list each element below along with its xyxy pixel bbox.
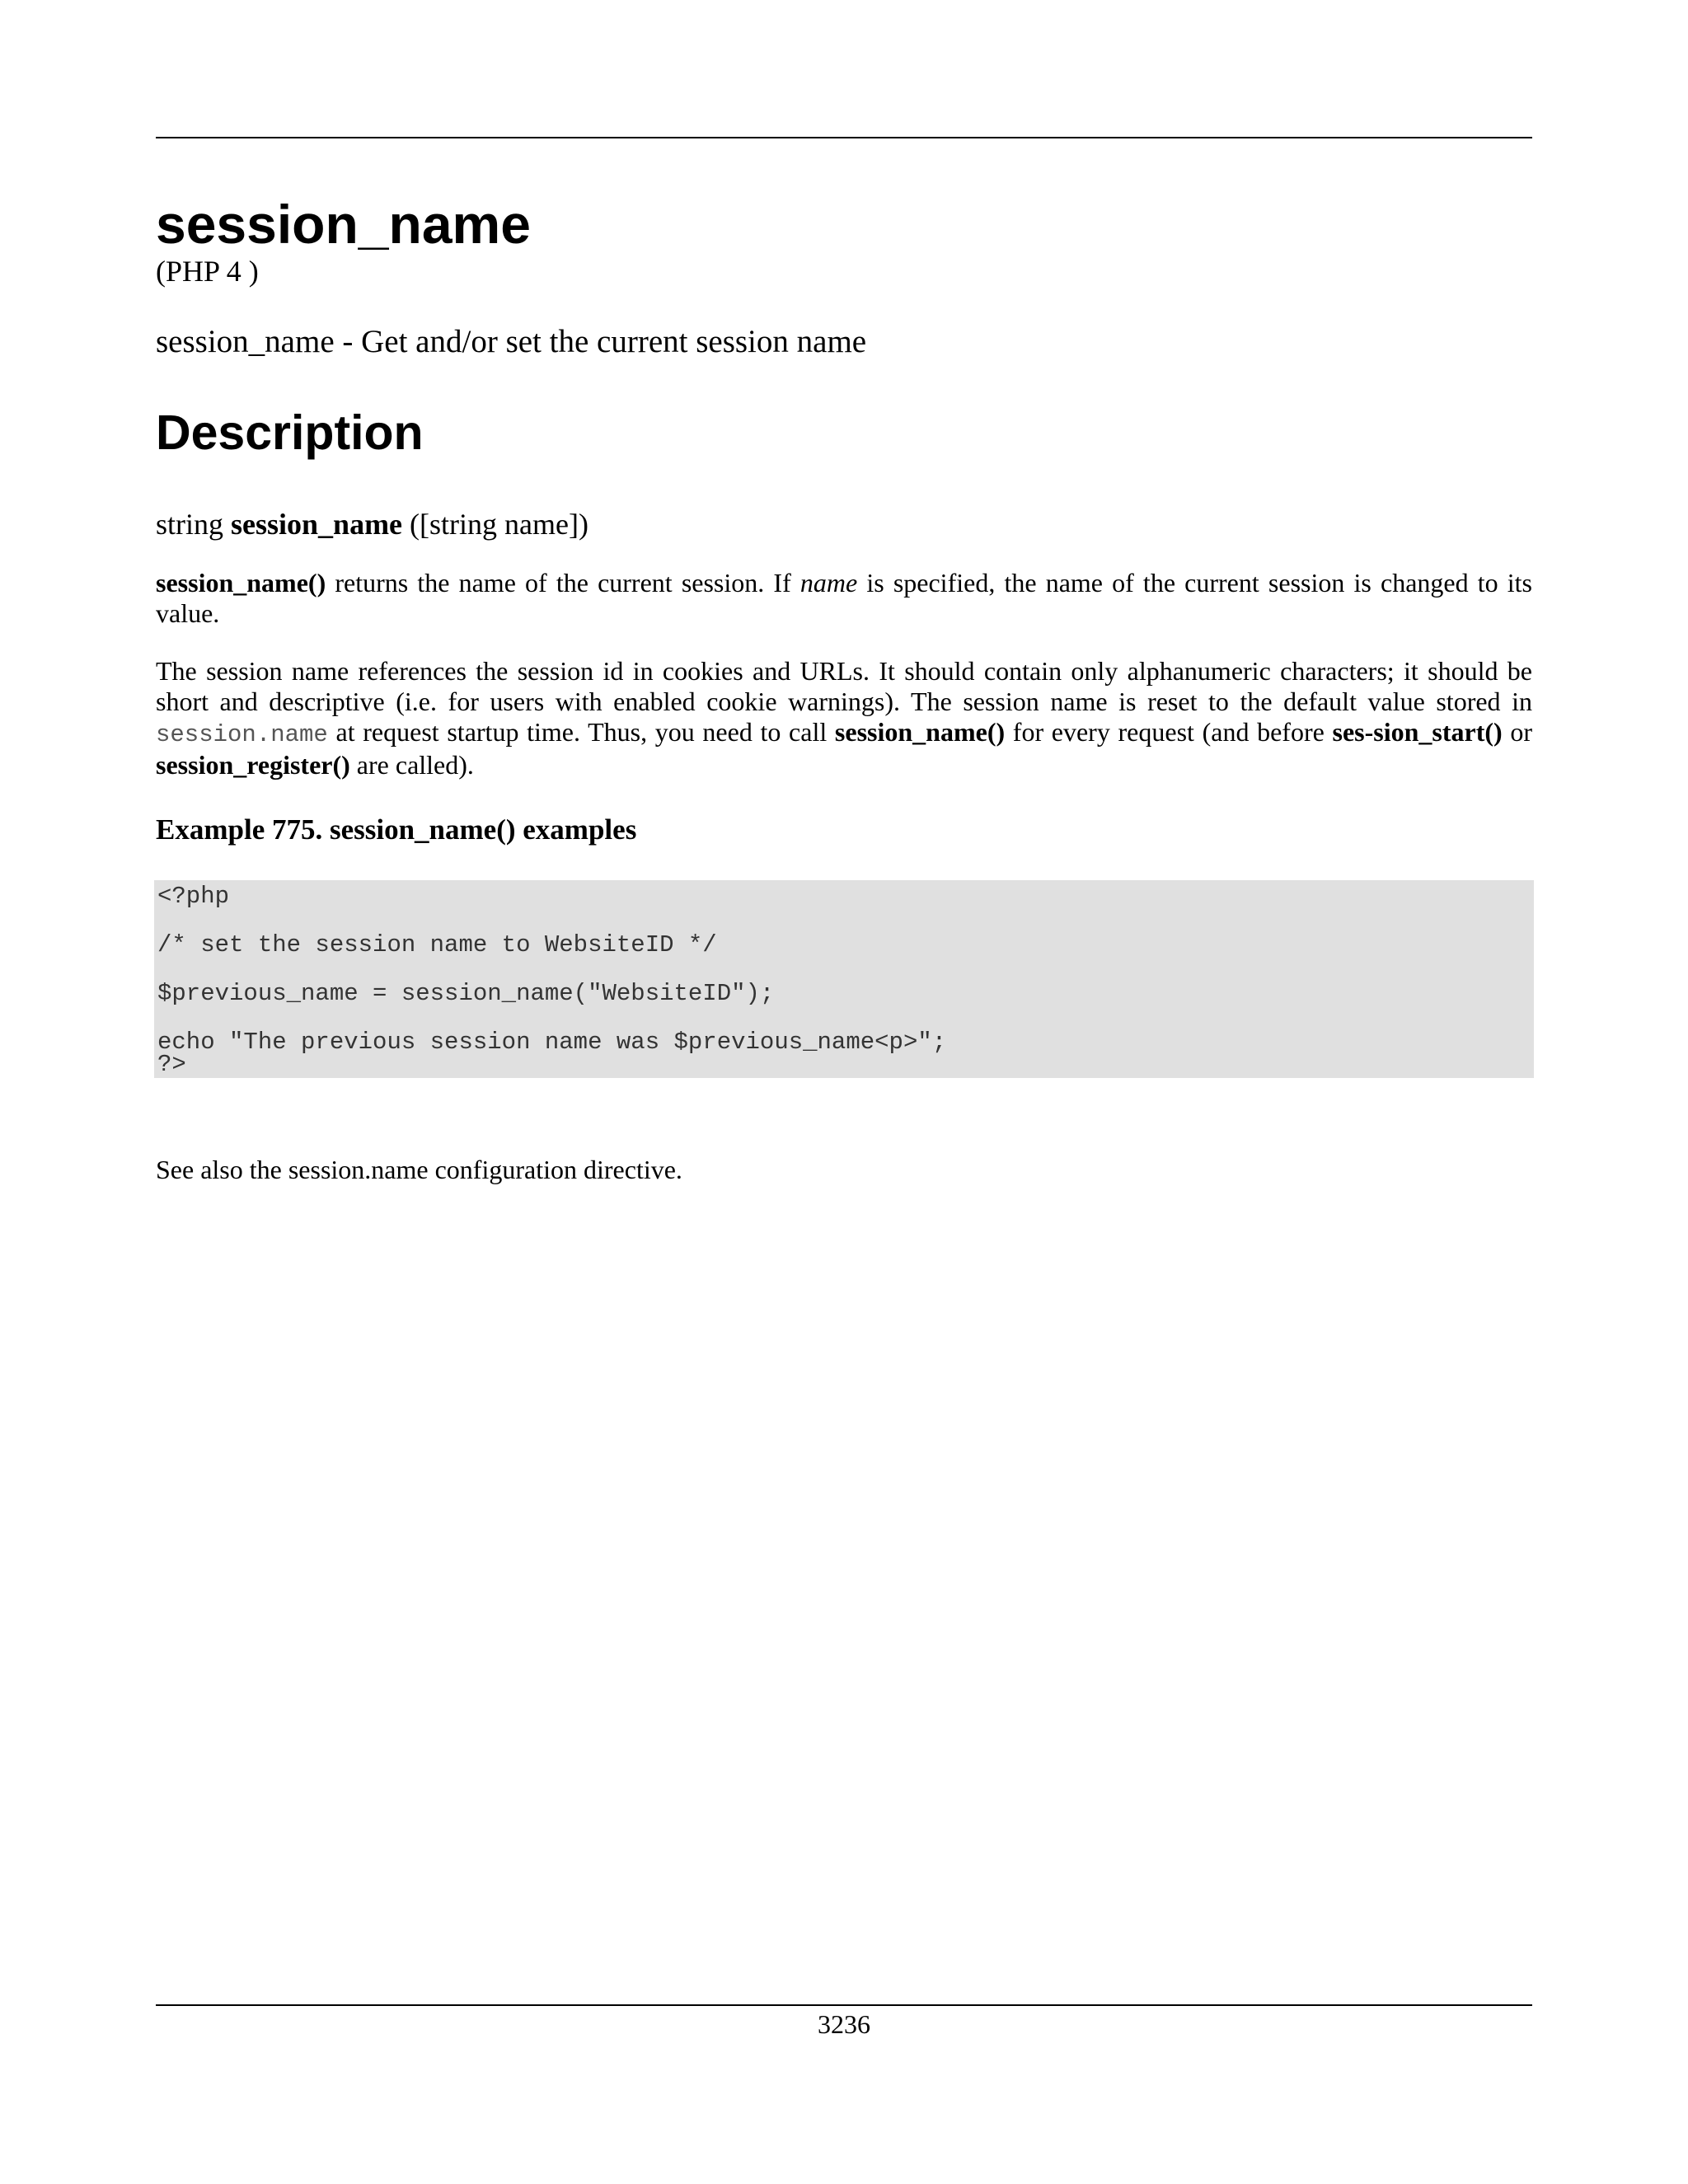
code-example [154, 880, 1534, 1078]
description-paragraph-1 [156, 568, 1532, 629]
description-paragraph-2 [156, 656, 1532, 780]
see-also: See also the session.name configuration directive. [156, 1155, 682, 1184]
config-directive: session.name [156, 721, 328, 748]
code-line: echo "The previous session name was $previous_name<p>"; [157, 1029, 947, 1056]
description-heading: Description [156, 405, 424, 460]
paragraph-text: is specified, the name of the current session is changed to its value. [156, 568, 1533, 628]
synopsis-function-name: session_name [231, 508, 403, 541]
function-synopsis [156, 507, 588, 541]
paragraph-text: returns the name of the current session. If [326, 568, 800, 598]
paragraph-text: are called). [349, 750, 474, 780]
example-title: Example 775. session_name() examples [156, 813, 637, 846]
param-ref: name [799, 568, 858, 598]
synopsis-params: ([string name]) [402, 508, 588, 541]
code-line: /* set the session name to WebsiteID */ [157, 931, 717, 958]
function-ref: session_register() [156, 750, 350, 780]
page-number: 3236 [818, 2009, 870, 2039]
function-ref: session_name() [156, 568, 326, 598]
code-line: <?php [157, 883, 230, 910]
code-line: $previous_name = session_name("WebsiteID"); [157, 980, 775, 1007]
paragraph-text: The session name references the session id in cookies and URLs. It should contain only alphanumeric characters; it should be short and descriptive (i.e. for users with enabled cookie warnings). The session name is reset to the default value stored in [156, 656, 1532, 716]
function-purpose: session_name - Get and/or set the current session name [156, 324, 867, 359]
code-line: ?> [157, 1051, 186, 1078]
paragraph-text: for every request (and before [1005, 717, 1333, 747]
version-info: (PHP 4 ) [156, 255, 259, 288]
synopsis-return-type: string [156, 508, 232, 541]
footer-rule [156, 2004, 1532, 2006]
paragraph-text: or [1502, 717, 1533, 747]
function-ref: session_name() [834, 717, 1006, 747]
function-ref: ses-sion_start() [1332, 717, 1503, 747]
header-rule [156, 137, 1532, 138]
page-title: session_name [156, 194, 531, 255]
paragraph-text: at request startup time. Thus, you need to call [327, 717, 835, 747]
